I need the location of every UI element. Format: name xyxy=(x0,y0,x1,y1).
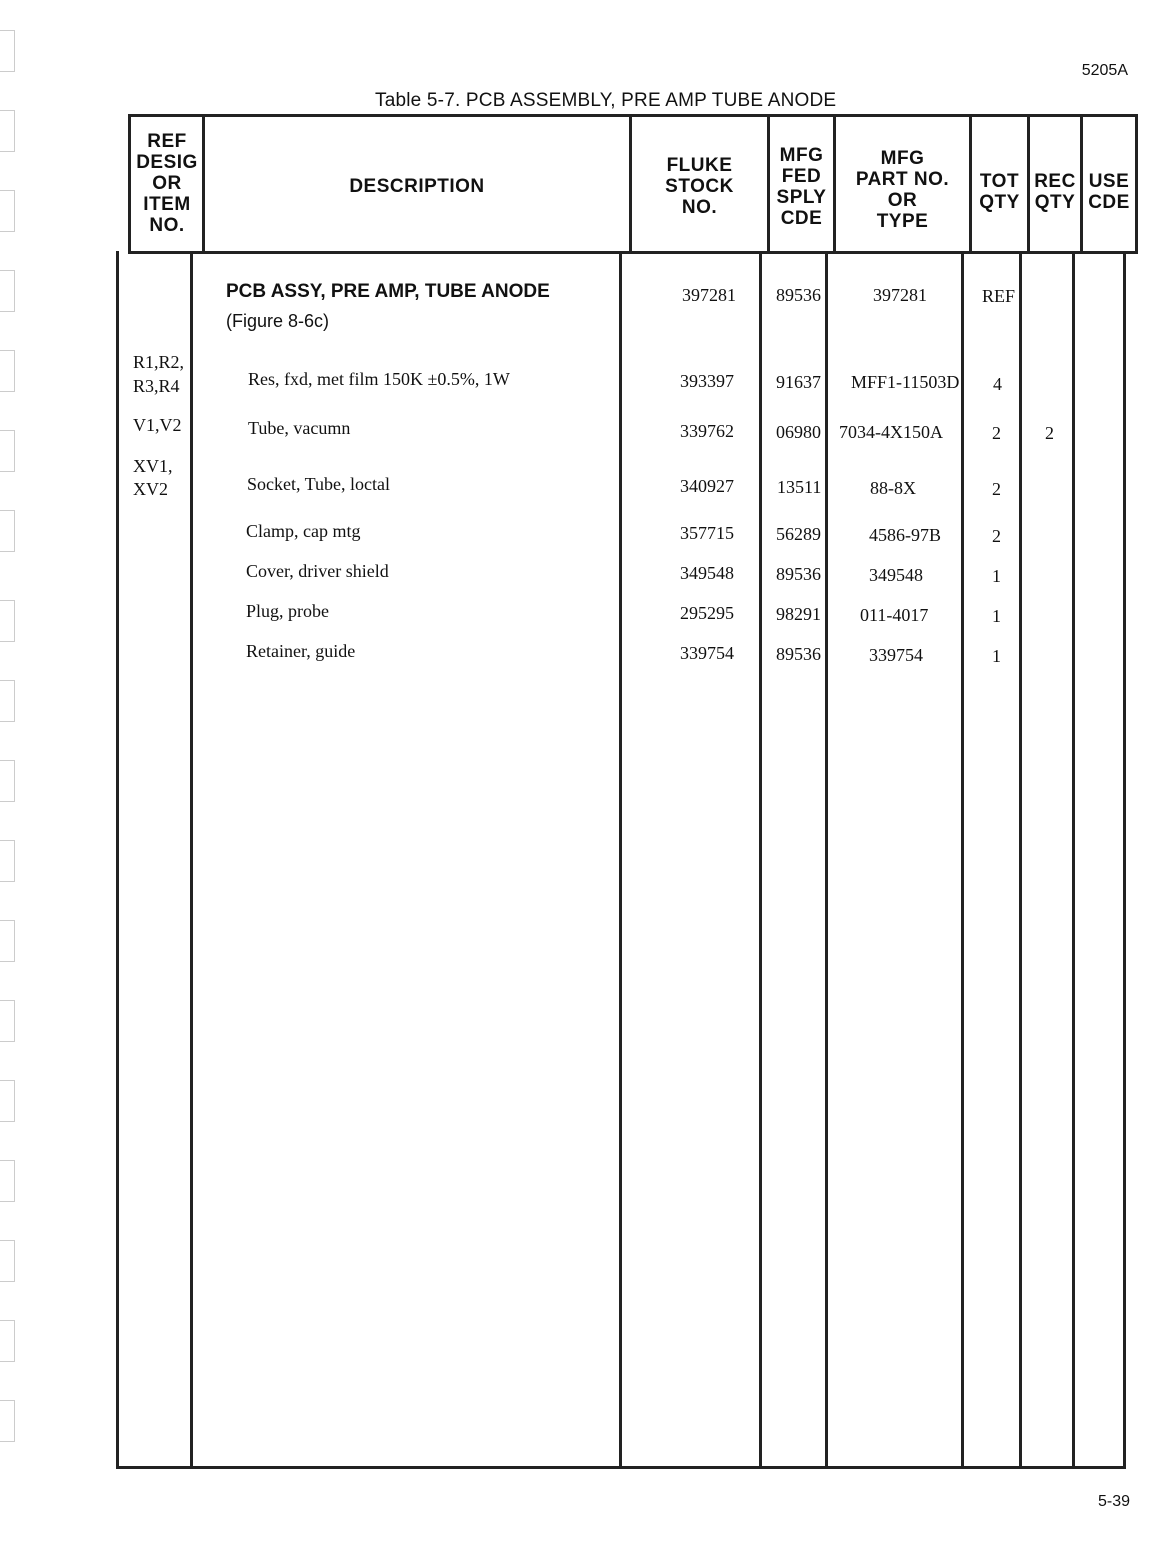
binder-mark xyxy=(0,1080,15,1122)
table-row-tot-qty: 2 xyxy=(992,479,1001,499)
table-row-part-no: 011-4017 xyxy=(860,605,929,625)
header-mfg-fed xyxy=(770,145,833,229)
binder-mark xyxy=(0,270,15,312)
table-row-ref: XV2 xyxy=(133,479,168,499)
header-ref-desig xyxy=(131,131,203,236)
table-row-ref: V1,V2 xyxy=(133,415,182,435)
assembly-figure-ref: (Figure 8-6c) xyxy=(226,311,330,331)
table-row-description: Cover, driver shield xyxy=(246,561,389,581)
col-border xyxy=(190,251,193,1469)
header-mfg-part xyxy=(836,148,969,232)
table-row-part-no: 7034-4X150A xyxy=(839,422,943,442)
binder-mark xyxy=(0,190,15,232)
binder-mark xyxy=(0,30,15,72)
table-row-tot-qty: 1 xyxy=(992,566,1001,586)
binder-mark xyxy=(0,1240,15,1282)
header-tot-qty xyxy=(972,171,1027,213)
table-row-description: Retainer, guide xyxy=(246,641,356,661)
header-fluke-stock-line: NO. xyxy=(681,197,718,218)
table-row-mfg-code: 98291 xyxy=(776,604,821,624)
binder-mark xyxy=(0,430,15,472)
table-row-stock-no: 295295 xyxy=(680,603,734,623)
table-row-stock-no: 357715 xyxy=(680,523,734,543)
assembly-description: PCB ASSY, PRE AMP, TUBE ANODE xyxy=(226,281,550,302)
table-top-border xyxy=(128,114,1138,117)
table-row-description: Plug, probe xyxy=(246,601,329,621)
header-ref-desig-line: ITEM xyxy=(143,194,191,215)
header-ref-desig-line: DESIG xyxy=(136,152,198,173)
table-row-description: Tube, vacumn xyxy=(248,418,351,438)
header-fluke-stock-line: STOCK xyxy=(665,176,734,197)
assembly-tot-qty: REF xyxy=(982,286,1016,306)
page-number: 5-39 xyxy=(1097,1493,1130,1510)
header-mfg-fed-line: SPLY xyxy=(776,187,827,208)
header-mfg-part-line: MFG xyxy=(880,148,925,169)
table-row-description: Socket, Tube, loctal xyxy=(247,474,390,494)
binder-mark xyxy=(0,510,15,552)
table-row-tot-qty: 1 xyxy=(992,606,1001,626)
table-row-description: Res, fxd, met film 150K ±0.5%, 1W xyxy=(248,369,510,389)
header-mfg-part-line: TYPE xyxy=(876,211,929,232)
table-title: Table 5-7. PCB ASSEMBLY, PRE AMP TUBE ANODE xyxy=(375,90,837,111)
header-rec-qty-line: QTY xyxy=(1034,192,1076,213)
header-mfg-part-line: OR xyxy=(887,190,918,211)
binder-mark xyxy=(0,600,15,642)
header-mfg-part-line: PART NO. xyxy=(855,169,950,190)
assembly-stock-no: 397281 xyxy=(682,285,736,305)
binder-mark xyxy=(0,110,15,152)
table-row-part-no: 88-8X xyxy=(870,478,916,498)
header-tot-qty-line: TOT xyxy=(979,171,1020,192)
header-use-cde-line: USE xyxy=(1088,171,1130,192)
header-mfg-fed-line: MFG xyxy=(779,145,824,166)
col-border xyxy=(825,251,828,1469)
header-ref-desig-line: OR xyxy=(152,173,182,194)
binder-mark xyxy=(0,1000,15,1042)
table-row-mfg-code: 89536 xyxy=(776,564,821,584)
table-row-description: Clamp, cap mtg xyxy=(246,521,361,541)
table-row-part-no: 349548 xyxy=(869,565,923,585)
binder-mark xyxy=(0,920,15,962)
col-border xyxy=(1123,251,1126,1469)
header-ref-desig-line: NO. xyxy=(149,215,185,236)
table-row-ref: R1,R2, xyxy=(133,352,185,372)
header-ref-desig-line: REF xyxy=(147,131,187,152)
table-row-tot-qty: 1 xyxy=(992,646,1001,666)
header-fluke-stock-line: FLUKE xyxy=(666,155,733,176)
header-fluke-stock xyxy=(632,155,767,218)
table-row-tot-qty: 4 xyxy=(993,374,1002,394)
table-row-mfg-code: 89536 xyxy=(776,644,821,664)
header-use-cde xyxy=(1083,171,1135,213)
table-row-part-no: 339754 xyxy=(869,645,923,665)
table-row-tot-qty: 2 xyxy=(992,526,1001,546)
col-border xyxy=(1019,251,1022,1469)
table-row-part-no: 4586-97B xyxy=(869,525,941,545)
binder-mark xyxy=(0,680,15,722)
binder-mark xyxy=(0,1320,15,1362)
binder-mark xyxy=(0,760,15,802)
assembly-mfg-code: 89536 xyxy=(776,285,821,305)
table-row-stock-no: 339762 xyxy=(680,421,734,441)
header-tot-qty-line: QTY xyxy=(979,192,1020,213)
col-border xyxy=(619,251,622,1469)
col-border xyxy=(961,251,964,1469)
binder-mark xyxy=(0,350,15,392)
col-border xyxy=(759,251,762,1469)
table-row-mfg-code: 13511 xyxy=(777,477,822,497)
table-row-rec-qty: 2 xyxy=(1045,423,1054,443)
header-rec-qty xyxy=(1030,171,1080,213)
table-row-stock-no: 339754 xyxy=(680,643,734,663)
col-border xyxy=(1135,114,1138,254)
col-border xyxy=(1072,251,1075,1469)
header-use-cde-line: CDE xyxy=(1088,192,1130,213)
table-row-part-no: MFF1-11503D xyxy=(851,372,960,392)
binder-mark xyxy=(0,1160,15,1202)
table-row-stock-no: 393397 xyxy=(680,371,734,391)
assembly-part-no: 397281 xyxy=(873,285,927,305)
table-row-ref: R3,R4 xyxy=(133,376,180,396)
header-rec-qty-line: REC xyxy=(1034,171,1076,192)
table-row-mfg-code: 56289 xyxy=(776,524,821,544)
header-mfg-fed-line: CDE xyxy=(780,208,823,229)
table-row-mfg-code: 06980 xyxy=(776,422,821,442)
header-description: DESCRIPTION xyxy=(349,176,485,197)
table-row-ref: XV1, xyxy=(133,456,173,476)
document-number: 5205A xyxy=(1081,62,1128,79)
binder-mark xyxy=(0,1400,15,1442)
col-border xyxy=(116,251,119,1469)
binder-mark xyxy=(0,840,15,882)
header-divider xyxy=(128,251,1138,254)
table-row-stock-no: 349548 xyxy=(680,563,734,583)
table-row-stock-no: 340927 xyxy=(680,476,734,496)
table-row-mfg-code: 91637 xyxy=(776,372,821,392)
header-mfg-fed-line: FED xyxy=(781,166,822,187)
table-row-tot-qty: 2 xyxy=(992,423,1001,443)
